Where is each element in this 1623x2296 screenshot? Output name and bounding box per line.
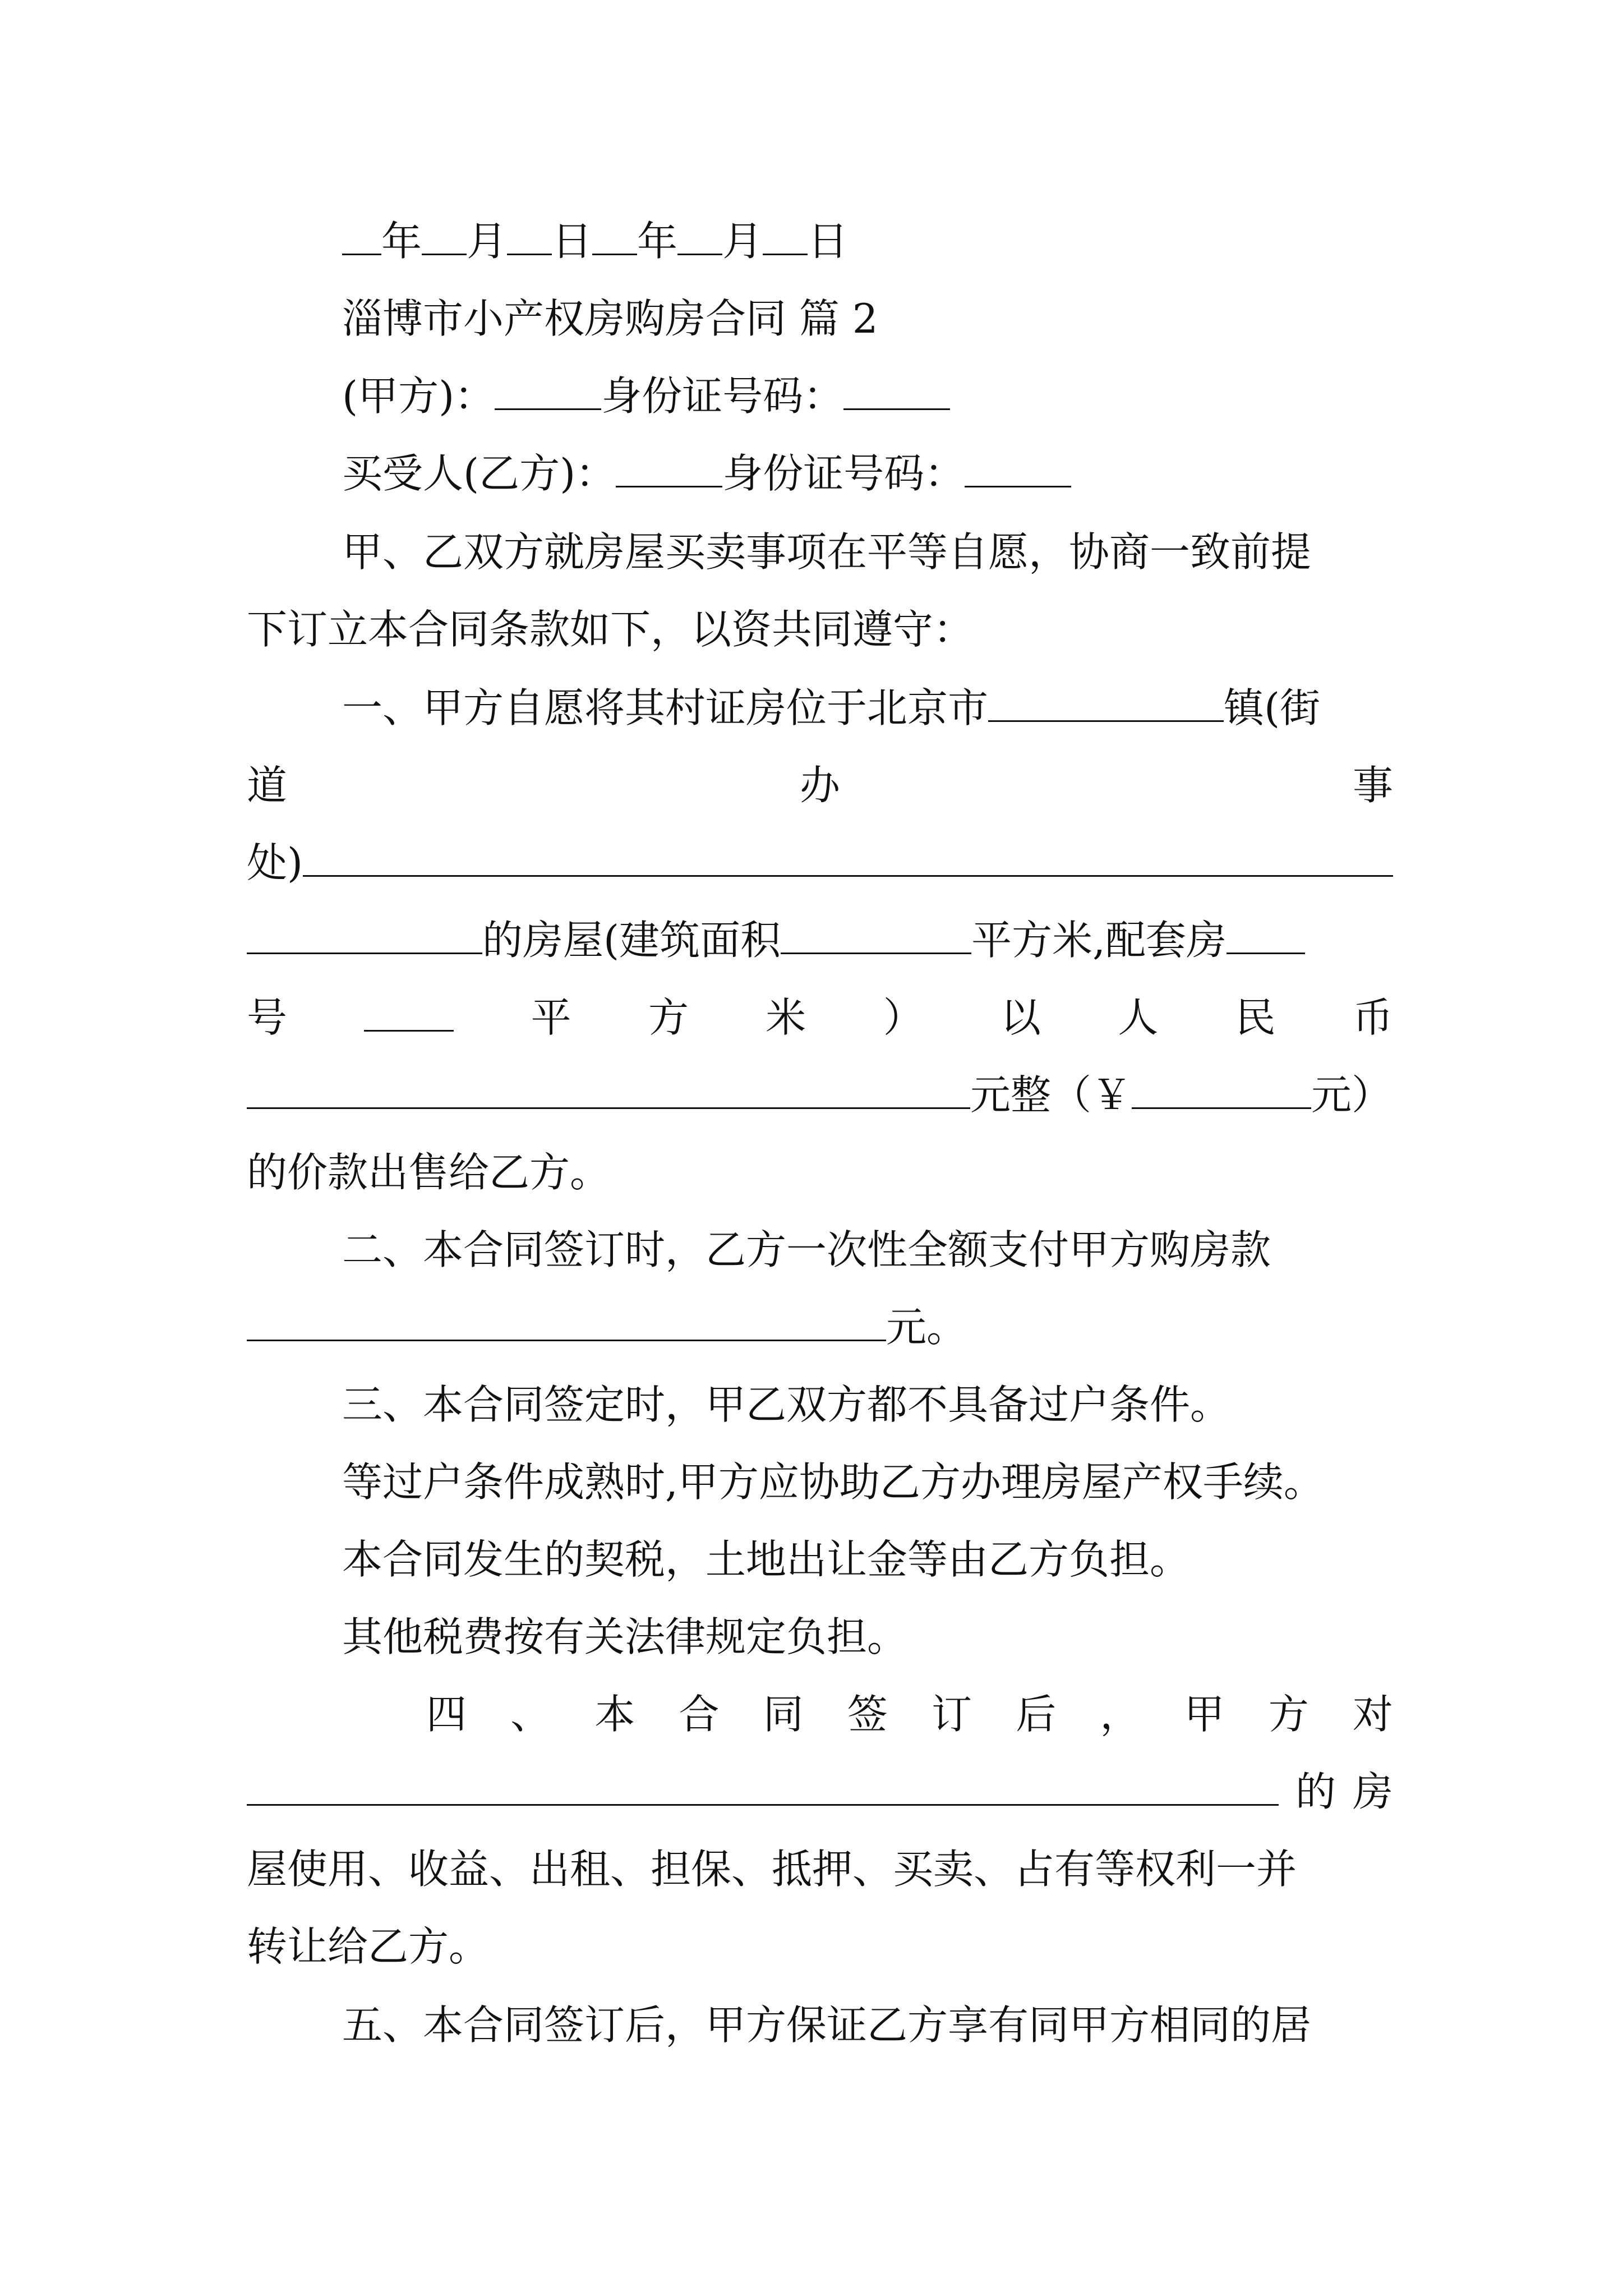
- clause4-line-1: 四 、 本 合 同 签 订 后 ， 甲 方 对: [426, 1691, 1393, 1738]
- party-b-id-blank[interactable]: [965, 447, 1071, 487]
- intro-line-1: 甲、乙双方就房屋买卖事项在平等自愿，协商一致前提: [342, 528, 1312, 576]
- contract-title: 淄博市小产权房购房合同 篇 2: [342, 295, 878, 342]
- clause1-line-4: 的房屋(建筑面积 平方米,配套房: [247, 912, 1305, 968]
- area-blank[interactable]: [781, 913, 971, 954]
- party-a-line: (甲方)： 身份证号码：: [342, 368, 950, 424]
- clause1-line-2: 道 办 事: [247, 762, 1393, 809]
- address-blank-2[interactable]: [247, 913, 482, 954]
- clause1-line-1: 一、甲方自愿将其村证房位于北京市 镇(街: [342, 680, 1320, 736]
- clause4-line-2: 的房: [247, 1764, 1393, 1820]
- clause3-line-3: 本合同发生的契税，土地出让金等由乙方负担。: [342, 1536, 1191, 1583]
- clause3-line-2: 等过户条件成熟时,甲方应协助乙方办理房屋产权手续。: [342, 1458, 1324, 1506]
- address-blank[interactable]: [303, 836, 1393, 877]
- clause1-line-6: 元整（￥ 元）: [247, 1067, 1392, 1123]
- clause3-line-1: 三、本合同签定时，甲乙双方都不具备过户条件。: [342, 1381, 1231, 1428]
- clause1-line-7: 的价款出售给乙方。: [247, 1149, 611, 1196]
- property-blank[interactable]: [247, 1765, 1279, 1806]
- clause1-line-3: 处): [247, 835, 1393, 891]
- clause4-line-4: 转让给乙方。: [247, 1923, 490, 1970]
- clause2-line-1: 二、本合同签订时，乙方一次性全额支付甲方购房款: [342, 1226, 1271, 1273]
- intro-line-2: 下订立本合同条款如下，以资共同遵守：: [247, 606, 974, 653]
- date-line: 年 月 日 年 月 日: [342, 213, 848, 269]
- party-a-name-blank[interactable]: [495, 369, 601, 410]
- payment-blank[interactable]: [247, 1300, 886, 1341]
- clause5-line-1: 五、本合同签订后，甲方保证乙方享有同甲方相同的居: [342, 2001, 1312, 2049]
- party-a-id-blank[interactable]: [843, 369, 950, 410]
- clause2-line-2: 元。: [247, 1299, 967, 1355]
- clause4-line-3: 屋使用、收益、出租、担保、抵押、买卖、占有等权利一并: [247, 1846, 1297, 1893]
- town-blank[interactable]: [988, 681, 1224, 722]
- clause1-line-5: 号 平 方 米 ） 以 人 民 币: [247, 990, 1393, 1046]
- price-number-blank[interactable]: [1132, 1068, 1311, 1109]
- extra-area-blank[interactable]: [364, 991, 454, 1032]
- extra-room-blank[interactable]: [1227, 913, 1305, 954]
- party-b-name-blank[interactable]: [616, 447, 722, 487]
- party-b-line: 买受人(乙方)： 身份证号码：: [342, 445, 1071, 501]
- clause3-line-4: 其他税费按有关法律规定负担。: [342, 1613, 908, 1660]
- price-words-blank[interactable]: [247, 1068, 970, 1109]
